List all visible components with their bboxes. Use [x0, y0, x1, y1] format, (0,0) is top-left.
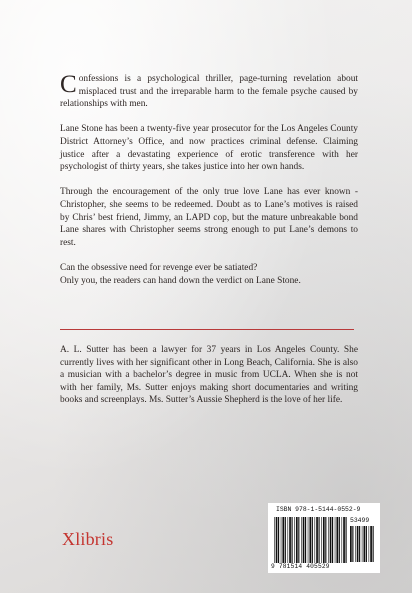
- publisher-logo: Xlibris: [62, 529, 114, 549]
- barcode-bar: [357, 526, 359, 562]
- blurb-paragraph-4: [60, 262, 358, 287]
- barcode-bar: [282, 517, 284, 563]
- barcode-bar: [292, 517, 293, 563]
- barcode-main-bars: [274, 517, 348, 563]
- barcode-bar: [328, 517, 329, 563]
- barcode-bar: [305, 517, 306, 563]
- barcode-bar: [352, 526, 353, 562]
- barcode-bar: [370, 526, 372, 562]
- barcode-digits: 9 781514 405529: [271, 563, 330, 570]
- barcode-bar: [315, 517, 316, 563]
- barcode-bar: [285, 517, 286, 563]
- blurb-paragraph-1-text: onfessions is a psychological thriller, page-turning revelation about misplaced trust and the irreparable harm to the female psyche caused by relationships with men.: [60, 74, 358, 110]
- barcode-bar: [319, 517, 320, 563]
- barcode-bar: [362, 526, 363, 562]
- blurb-paragraph-1: [60, 73, 358, 111]
- barcode-bar: [342, 517, 343, 563]
- barcode-bar: [339, 517, 340, 563]
- barcode-bar: [308, 517, 309, 563]
- isbn-label: ISBN 978-1-5144-0552-9: [276, 506, 361, 513]
- barcode-bar: [276, 517, 278, 563]
- barcode-bar: [303, 517, 305, 563]
- barcode-bar: [325, 517, 326, 563]
- barcode-bar: [359, 526, 360, 562]
- barcode-bar: [369, 526, 370, 562]
- barcode-bar: [332, 517, 333, 563]
- barcode-addon-bars: [350, 526, 376, 562]
- barcode-bar: [298, 517, 299, 563]
- barcode-bar: [364, 526, 366, 562]
- barcode-bar: [346, 517, 347, 563]
- barcode-bar: [366, 526, 367, 562]
- barcode-bar: [350, 526, 352, 562]
- barcode-bar: [323, 517, 325, 563]
- divider-rule: [60, 329, 354, 330]
- barcode-bar: [321, 517, 322, 563]
- blurb-paragraph-2: Lane Stone has been a twenty-five year prosecutor for the Los Angeles County District Attorney’s Office, and now practices criminal defense. Claiming justice after a devastating experience of erotic transference with her psychologist of thirty years, she takes justice into her own hands.: [60, 124, 358, 173]
- barcode-bar: [316, 517, 318, 563]
- barcode-bar: [336, 517, 338, 563]
- barcode-bar: [309, 517, 311, 563]
- blurb: [60, 73, 358, 300]
- barcode-bar: [289, 517, 291, 563]
- author-bio: [60, 344, 358, 420]
- isbn-barcode: [268, 503, 380, 573]
- barcode-addon-digits: 53499: [350, 517, 370, 524]
- barcode-bar: [373, 526, 374, 562]
- blurb-paragraph-3: Through the encouragement of the only true love Lane has ever known - Christopher, she seems to be redeemed. Doubt as to Lane’s motives is raised by Chris’ best friend, Jimmy, an LAPD cop, but the mature unbreakable bond Lane shares with Christopher seems strong enough to put Lane’s demons to rest.: [60, 187, 358, 248]
- barcode-bar: [343, 517, 345, 563]
- drop-cap: C: [60, 71, 77, 98]
- barcode-bar: [294, 517, 295, 563]
- barcode-bar: [274, 517, 275, 563]
- barcode-bar: [278, 517, 279, 563]
- barcode-bar: [335, 517, 336, 563]
- barcode-bar: [301, 517, 302, 563]
- blurb-question: Can the obsessive need for revenge ever be satiated?: [60, 262, 258, 273]
- blurb-verdict-line: Only you, the readers can hand down the verdict on Lane Stone.: [60, 275, 301, 286]
- barcode-bar: [281, 517, 282, 563]
- barcode-bar: [296, 517, 298, 563]
- barcode-bar: [330, 517, 332, 563]
- author-bio-text: A. L. Sutter has been a lawyer for 37 years in Los Angeles County. She currently lives with her significant other in Long Beach, California. She is also a musician with a bachelor’s degree in music from UCLA. When she is not with her family, Ms. Sutter enjoys making short documentaries and writing books and screenplays. Ms. Sutter’s Aussie Shepherd is the love of her life.: [60, 345, 358, 406]
- barcode-bar: [312, 517, 313, 563]
- barcode-bar: [355, 526, 356, 562]
- barcode-bar: [288, 517, 289, 563]
